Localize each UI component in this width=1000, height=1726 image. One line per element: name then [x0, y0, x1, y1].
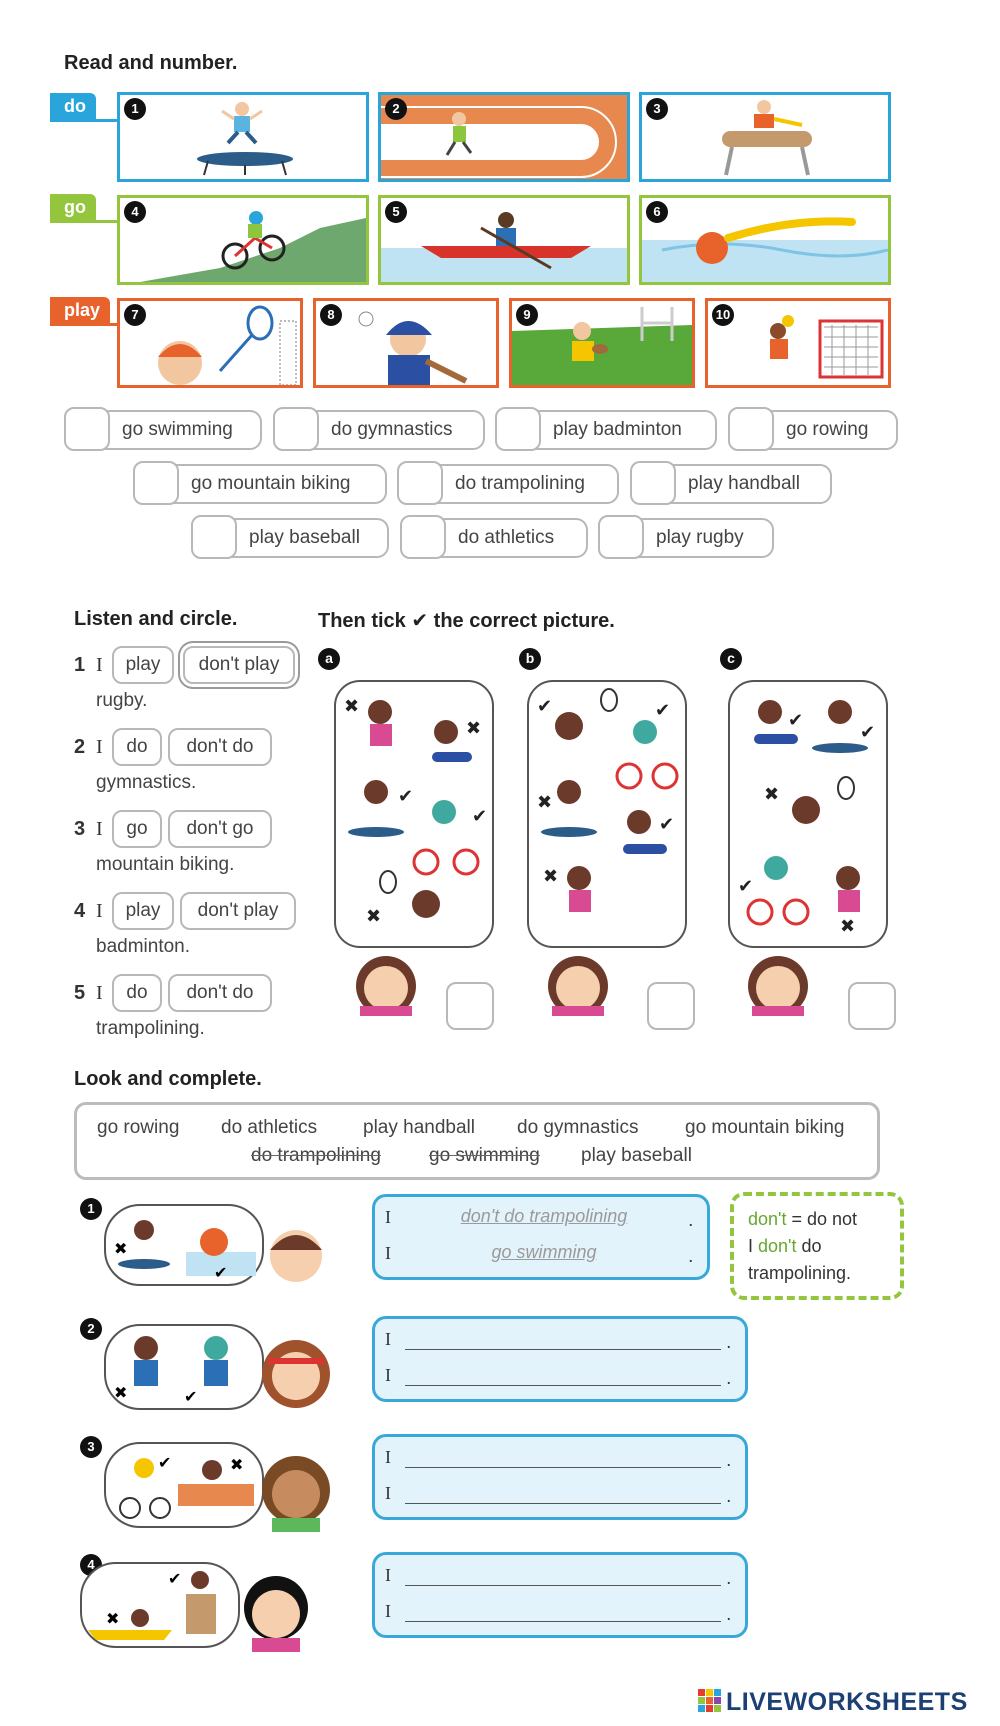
option-label: play baseball [249, 527, 360, 548]
filled-answer: go swimming [491, 1242, 597, 1262]
picture-number: 4 [124, 201, 146, 223]
section2-heading-tick: Then tick ✔ the correct picture. [318, 610, 615, 632]
tick-box-c[interactable] [848, 982, 896, 1030]
number-input-box[interactable] [630, 461, 676, 505]
mountain-bike-illustration [120, 198, 366, 282]
option-label: play badminton [553, 419, 682, 440]
option-label: play handball [688, 473, 800, 494]
girl-avatar-4 [238, 1568, 314, 1654]
svg-text:✖: ✖ [764, 784, 780, 804]
answer-line[interactable]: I . [385, 1447, 731, 1470]
handball-baseball-illustration [106, 1326, 262, 1408]
item-pronoun: I [96, 736, 103, 758]
picture-number: 7 [124, 304, 146, 326]
handball-illustration [708, 301, 888, 385]
word-bank-item: do gymnastics [517, 1117, 639, 1138]
girl-avatar-a [346, 946, 426, 1016]
picture-letter-a: a [318, 648, 340, 670]
option-label: go rowing [786, 419, 869, 440]
thought-bubble-1 [104, 1204, 264, 1286]
swimmer-illustration [642, 198, 888, 282]
option-play-baseball[interactable] [191, 518, 389, 558]
grammar-tip: don't = do not I don't do trampolining. [730, 1192, 904, 1300]
trampoline-swim-illustration [106, 1206, 262, 1284]
option-go-rowing[interactable] [728, 410, 898, 450]
option-do-trampolining[interactable] [397, 464, 619, 504]
thought-bubble-3 [104, 1442, 264, 1528]
answer-line[interactable]: I . [385, 1365, 731, 1388]
answer-line[interactable]: I go swimming . [385, 1242, 693, 1266]
picture-number: 3 [646, 98, 668, 120]
rowing-gymnastics-illustration [82, 1564, 238, 1646]
thought-bubble-b [527, 680, 687, 948]
picture-trampolining [117, 92, 369, 182]
section2-heading-listen: Listen and circle. [74, 608, 238, 630]
number-input-box[interactable] [64, 407, 110, 451]
tick-box-b[interactable] [647, 982, 695, 1030]
option-label: go swimming [122, 419, 233, 440]
thought-bubble-4 [80, 1562, 240, 1648]
svg-text:✖: ✖ [114, 1241, 128, 1258]
picture-baseball [313, 298, 499, 388]
badminton-illustration [120, 301, 300, 385]
choice-do[interactable]: do [112, 728, 162, 766]
activity-illustrations-a [336, 682, 492, 946]
word-bank-item: go mountain biking [685, 1117, 845, 1138]
category-go-label: go [50, 194, 96, 221]
item-continuation: badminton. [96, 936, 191, 957]
picture-number: 6 [646, 201, 668, 223]
answer-box-3 [372, 1434, 748, 1520]
svg-text:✔: ✔ [788, 710, 804, 730]
picture-number: 2 [385, 98, 407, 120]
svg-text:✔: ✔ [472, 806, 488, 826]
picture-rugby [509, 298, 695, 388]
word-bank-item: go rowing [97, 1117, 180, 1138]
answer-line[interactable]: I . [385, 1601, 731, 1624]
tick-box-a[interactable] [446, 982, 494, 1030]
filled-answer: don't do trampolining [460, 1206, 628, 1226]
svg-text:✔: ✔ [537, 696, 553, 716]
number-input-box[interactable] [273, 407, 319, 451]
answer-line[interactable]: I don't do trampolining . [385, 1206, 693, 1230]
picture-number: 8 [320, 304, 342, 326]
word-bank-item: play baseball [581, 1145, 692, 1166]
liveworksheets-logo-text: LIVEWORKSHEETS [726, 1688, 968, 1716]
answer-line[interactable]: I . [385, 1565, 731, 1588]
picture-badminton [117, 298, 303, 388]
item-continuation: trampolining. [96, 1018, 205, 1039]
svg-text:✖: ✖ [230, 1457, 244, 1474]
liveworksheets-logo [698, 1688, 968, 1717]
option-label: do athletics [458, 527, 555, 548]
svg-text:✔: ✔ [398, 786, 414, 806]
item-pronoun: I [96, 818, 103, 840]
number-input-box[interactable] [598, 515, 644, 559]
boy-avatar-3 [258, 1448, 334, 1534]
thought-bubble-2 [104, 1324, 264, 1410]
choice-do[interactable]: do [112, 974, 162, 1012]
picture-number: 5 [385, 201, 407, 223]
svg-text:✔: ✔ [659, 814, 675, 834]
svg-text:✔: ✔ [158, 1455, 172, 1472]
option-go-swimming[interactable] [64, 410, 262, 450]
answer-box-4 [372, 1552, 748, 1638]
picture-swimming [639, 195, 891, 285]
picture-number: 1 [124, 98, 146, 120]
boy-avatar-1 [258, 1214, 334, 1290]
exercise-number: 4 [80, 1554, 102, 1576]
option-play-rugby[interactable] [598, 518, 774, 558]
option-label: go mountain biking [191, 473, 351, 494]
answer-box-1 [372, 1194, 710, 1280]
picture-letter-b: b [519, 648, 541, 670]
running-track-illustration [381, 95, 627, 179]
word-bank-item-struck: go swimming [429, 1145, 540, 1166]
pommel-horse-illustration [642, 95, 888, 179]
picture-rowing [378, 195, 630, 285]
liveworksheets-logo-icon [698, 1689, 722, 1717]
option-label: do trampolining [455, 473, 585, 494]
choice-dont-go[interactable]: don't go [168, 810, 272, 848]
picture-mountain-biking [117, 195, 369, 285]
exercise-number: 2 [80, 1318, 102, 1340]
svg-text:✔: ✔ [655, 700, 671, 720]
svg-text:✖: ✖ [840, 916, 856, 936]
choice-dont-do[interactable]: don't do [168, 974, 272, 1012]
section3-heading: Look and complete. [74, 1068, 262, 1090]
word-bank-item: do athletics [221, 1117, 318, 1138]
girl-avatar-b [538, 946, 618, 1016]
item-pronoun: I [96, 900, 103, 922]
trampoline-illustration [120, 95, 366, 179]
svg-text:✖: ✖ [543, 866, 559, 886]
number-input-box[interactable] [728, 407, 774, 451]
option-do-athletics[interactable] [400, 518, 588, 558]
item-pronoun: I [96, 654, 103, 676]
category-play-label: play [50, 297, 110, 324]
girl-avatar-2 [258, 1330, 334, 1416]
choice-dont-play[interactable]: don't play [180, 892, 296, 930]
item-number: 4 [74, 900, 86, 922]
activity-illustrations-b [529, 682, 685, 946]
word-bank-item: play handball [363, 1117, 475, 1138]
svg-text:✖: ✖ [114, 1385, 128, 1402]
girl-avatar-c [738, 946, 818, 1016]
number-input-box[interactable] [191, 515, 237, 559]
picture-athletics [378, 92, 630, 182]
svg-text:✖: ✖ [466, 718, 482, 738]
number-input-box[interactable] [133, 461, 179, 505]
svg-text:✔: ✔ [168, 1571, 182, 1588]
answer-box-2 [372, 1316, 748, 1402]
choice-play[interactable]: play [112, 646, 174, 684]
picture-gymnastics [639, 92, 891, 182]
biking-athletics-illustration [106, 1444, 262, 1526]
svg-text:✔: ✔ [860, 722, 876, 742]
option-play-badminton[interactable] [495, 410, 717, 450]
svg-text:✔: ✔ [738, 876, 754, 896]
item-number: 5 [74, 982, 86, 1004]
svg-text:✖: ✖ [366, 906, 382, 926]
choice-dont-play[interactable]: don't play [183, 646, 295, 684]
item-continuation: rugby. [96, 690, 148, 711]
svg-text:✔: ✔ [214, 1265, 228, 1282]
option-play-handball[interactable] [630, 464, 832, 504]
kayak-illustration [381, 198, 627, 282]
item-pronoun: I [96, 982, 103, 1004]
item-number: 1 [74, 654, 86, 676]
svg-text:✔: ✔ [184, 1389, 198, 1406]
exercise-number: 1 [80, 1198, 102, 1220]
choice-dont-do[interactable]: don't do [168, 728, 272, 766]
picture-handball [705, 298, 891, 388]
number-input-box[interactable] [400, 515, 446, 559]
exercise-number: 3 [80, 1436, 102, 1458]
thought-bubble-a [334, 680, 494, 948]
choice-go[interactable]: go [112, 810, 162, 848]
option-go-mountain-biking[interactable] [133, 464, 387, 504]
picture-number: 9 [516, 304, 538, 326]
word-bank-item-struck: do trampolining [251, 1145, 381, 1166]
choice-play[interactable]: play [112, 892, 174, 930]
thought-bubble-c [728, 680, 888, 948]
word-bank [74, 1102, 880, 1180]
option-label: do gymnastics [331, 419, 453, 440]
answer-line[interactable]: I . [385, 1329, 731, 1352]
picture-letter-c: c [720, 648, 742, 670]
number-input-box[interactable] [495, 407, 541, 451]
item-number: 2 [74, 736, 86, 758]
section1-heading: Read and number. [64, 52, 238, 74]
item-number: 3 [74, 818, 86, 840]
category-do-label: do [50, 93, 96, 120]
rugby-illustration [512, 301, 692, 385]
svg-text:✖: ✖ [537, 792, 553, 812]
answer-line[interactable]: I . [385, 1483, 731, 1506]
activity-illustrations-c [730, 682, 886, 946]
number-input-box[interactable] [397, 461, 443, 505]
svg-text:✖: ✖ [344, 696, 360, 716]
svg-text:✖: ✖ [106, 1611, 120, 1628]
option-do-gymnastics[interactable] [273, 410, 485, 450]
option-label: play rugby [656, 527, 744, 548]
item-continuation: gymnastics. [96, 772, 197, 793]
picture-number: 10 [712, 304, 734, 326]
baseball-illustration [316, 301, 496, 385]
item-continuation: mountain biking. [96, 854, 235, 875]
